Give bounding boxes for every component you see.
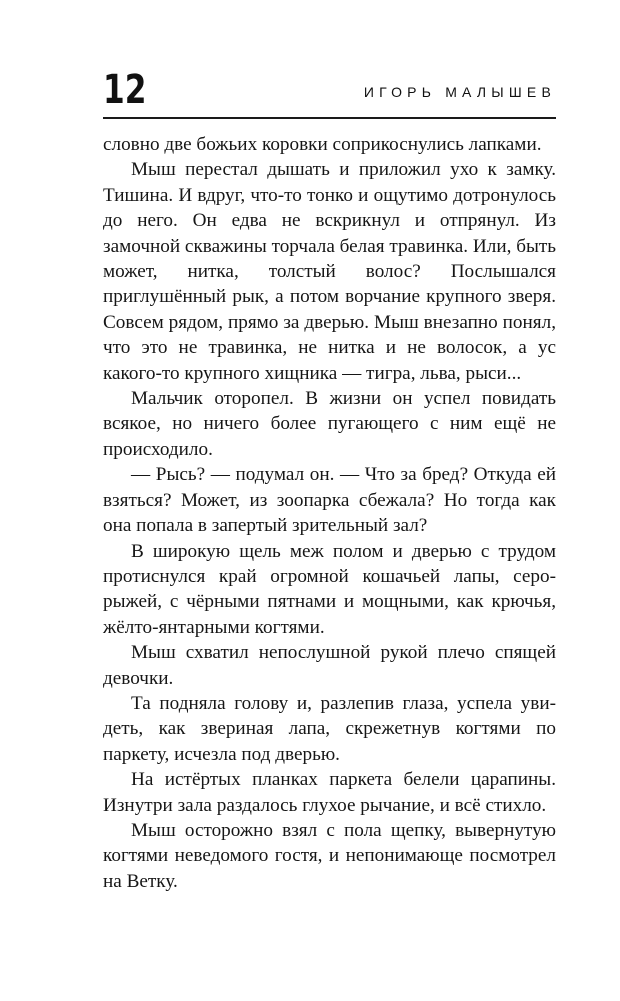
paragraph-2: Мыш перестал дышать и приложил ухо к замку. Тишина. И вдруг, что-то тонко и ощутимо дотронулось до него. Он едва не вскрикнул и отпрянул. Из замочной скважины торчала белая травинка. Или, быть может, нитка, толстый волос? Послышался приглушённый рык, а потом ворчание крупного зверя. Совсем рядом, прямо за дверью. Мыш внезапно понял, что это не травинка, не нитка и не волосок, а ус какого-то крупного хищника — тигра, льва, рыси...	[103, 159, 556, 384]
page-header	[103, 66, 556, 128]
paragraph-6: Мыш схватил непослушной рукой плечо спящей девочки.	[103, 642, 556, 689]
paragraph-8: На истёртых планках паркета белели царапины. Изнутри зала раздалось глухое рычание, и всё стихло.	[103, 769, 556, 816]
paragraph-5: В широкую щель меж полом и дверью с трудом протиснулся край огромной кошачьей лапы, серо-рыжей, с чёрными пятнами и мощными, как крючья, жёлто-янтарными когтями.	[103, 540, 556, 638]
header-rule	[103, 117, 556, 119]
paragraph-7: Та подняла голову и, разлепив глаза, успела увидеть, как звериная лапа, скрежетнув когтями по паркету, исчезла под дверью.	[103, 692, 556, 765]
paragraph-9: Мыш осторожно взял с пола щепку, вывернутую когтями неведомого гостя, и непонимающе посмотрел на Ветку.	[103, 819, 556, 892]
paragraph-1: словно две божьих коровки соприкоснулись лапками.	[103, 134, 542, 155]
author-running-head: ИГОРЬ МАЛЫШЕВ	[363, 84, 556, 100]
body-text	[103, 132, 556, 894]
paragraph-4: — Рысь? — подумал он. — Что за бред? Откуда ей взяться? Может, из зоопарка сбежала? Но тогда как она попала в запертый зрительный зал?	[103, 464, 556, 537]
paragraph-3: Мальчик оторопел. В жизни он успел повидать всякое, но ничего более пугающего с ним ещё не происходило.	[103, 388, 556, 460]
page-number: 12	[103, 67, 147, 113]
